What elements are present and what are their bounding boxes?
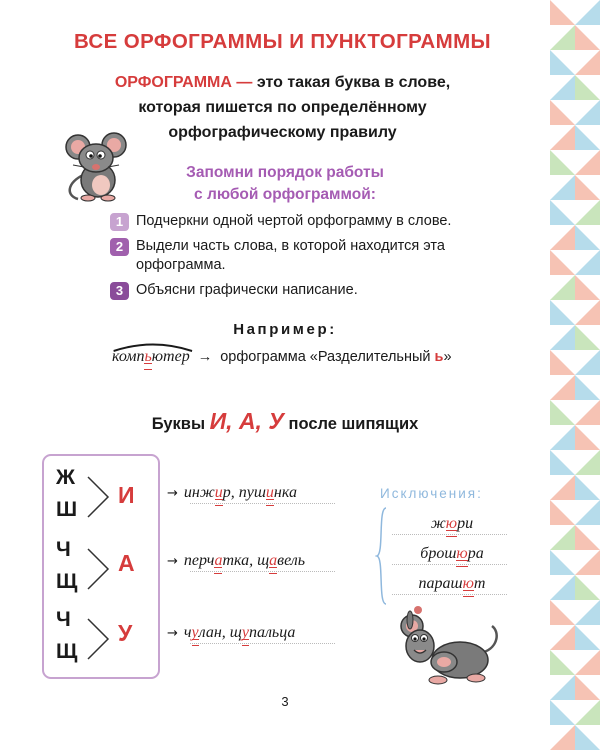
exceptions-title: Исключения: [380, 486, 483, 501]
stripe-triangle [575, 375, 600, 400]
divider [190, 503, 335, 504]
stripe-triangle [550, 625, 575, 650]
exception-word [392, 575, 512, 593]
example-words-row [167, 552, 305, 570]
list-item [110, 237, 490, 275]
stripe-triangle [575, 650, 600, 675]
word-part: пальца [248, 624, 296, 641]
stripe-triangle [575, 250, 600, 275]
arrow-icon: → [197, 349, 213, 365]
stripe-triangle [575, 675, 600, 700]
word-part: вель [277, 552, 306, 569]
word-part: ра [467, 545, 484, 562]
orthogram-letter: а [214, 552, 223, 569]
definition-line-3: орфографическому правилу [168, 124, 397, 141]
arrow-icon: → [167, 554, 178, 569]
stripe-triangle [550, 175, 575, 200]
remember-line-1: Запомни порядок работы [186, 164, 384, 181]
stripe-triangle [575, 200, 600, 225]
word-part: щ [257, 552, 270, 569]
steps-list [110, 212, 490, 306]
stripe-triangle [550, 200, 575, 225]
stripe-triangle [575, 50, 600, 75]
stripe-triangle [575, 125, 600, 150]
stripe-triangle [550, 150, 575, 175]
stripe-triangle [575, 575, 600, 600]
stripe-triangle [550, 225, 575, 250]
consonant-letter: Щ [56, 640, 78, 663]
stripe-triangle [550, 275, 575, 300]
example-word [112, 348, 194, 365]
stripe-triangle [575, 725, 600, 750]
triangle-stripe-decoration [550, 0, 600, 750]
orthogram-letter: ю [445, 515, 458, 532]
vowel-letter: У [118, 620, 133, 646]
stripe-triangle [575, 400, 600, 425]
exception-word [392, 515, 512, 533]
example-closing-quote: » [443, 349, 452, 365]
word-part: ж [430, 515, 446, 532]
consonant-letter: Ш [56, 498, 78, 521]
stripe-triangle [550, 475, 575, 500]
stripe-triangle [550, 250, 575, 275]
stripe-triangle [550, 600, 575, 625]
list-item [110, 281, 490, 300]
section-heading-suffix: после шипящих [288, 415, 419, 433]
orthogram-letter: у [191, 624, 199, 641]
definition [90, 70, 475, 145]
stripe-triangle [575, 175, 600, 200]
exception-word [392, 545, 512, 563]
orthogram-letter: а [269, 552, 278, 569]
stripe-triangle [575, 550, 600, 575]
stripe-triangle [575, 75, 600, 100]
word-part: параш [418, 575, 463, 592]
definition-term: ОРФОГРАММА — [114, 74, 253, 91]
stripe-triangle [575, 450, 600, 475]
stripe-triangle [575, 600, 600, 625]
orthogram-letter: у [241, 624, 249, 641]
stripe-triangle [575, 500, 600, 525]
stripe-triangle [575, 525, 600, 550]
orthogram-letter: и [265, 484, 274, 501]
divider [392, 564, 507, 565]
remember-heading [160, 162, 410, 206]
stripe-triangle [550, 0, 575, 25]
word-part: ч [183, 624, 192, 641]
stripe-triangle [550, 725, 575, 750]
chevron-icon [86, 474, 112, 520]
stripe-triangle [550, 500, 575, 525]
stripe-triangle [550, 350, 575, 375]
definition-line-2: которая пишется по определённому [138, 99, 427, 116]
stripe-triangle [575, 275, 600, 300]
mouse-illustration [398, 602, 502, 688]
stripe-triangle [575, 325, 600, 350]
stripe-triangle [550, 575, 575, 600]
consonant-letter: Ч [56, 538, 71, 561]
definition-line-1: это такая буква в слове, [256, 74, 451, 91]
orthogram-letter: и [214, 484, 223, 501]
vowel-letter: А [118, 550, 135, 576]
consonant-letter: Щ [56, 570, 78, 593]
word-part: ри [457, 515, 474, 532]
word-part: тка, [222, 552, 258, 569]
step-number-badge: 3 [110, 282, 129, 300]
stripe-triangle [550, 525, 575, 550]
exceptions-bracket [375, 506, 389, 606]
example-words-row [167, 624, 295, 642]
example-heading: Например: [233, 321, 337, 338]
remember-line-2: с любой орфограммой: [194, 186, 376, 203]
example-orthogram-letter: ь [144, 348, 152, 365]
orthogram-letter: ю [456, 545, 468, 562]
page-title: ВСЕ ОРФОГРАММЫ И ПУНКТОГРАММЫ [73, 30, 492, 53]
stripe-triangle [550, 125, 575, 150]
mouse-illustration [58, 125, 138, 205]
root-arc-mark [112, 342, 194, 352]
step-text: Выдели часть слова, в которой находится эта орфограмма. [136, 238, 445, 273]
divider [392, 534, 507, 535]
stripe-triangle [550, 100, 575, 125]
stripe-triangle [575, 625, 600, 650]
example-words-row [167, 484, 297, 502]
step-text: Подчеркни одной чертой орфограмму в слове. [136, 213, 452, 229]
page-number: 3 [281, 694, 289, 709]
stripe-triangle [575, 0, 600, 25]
example-word-part: комп [112, 348, 145, 365]
stripe-triangle [575, 350, 600, 375]
word-part: р, [222, 484, 239, 501]
step-number-badge: 2 [110, 238, 129, 256]
stripe-triangle [550, 375, 575, 400]
stripe-triangle [575, 300, 600, 325]
section-heading-letters: И, А, У [209, 408, 284, 434]
stripe-triangle [575, 700, 600, 725]
stripe-triangle [550, 650, 575, 675]
word-part: щ [229, 624, 242, 641]
word-part: нка [273, 484, 297, 501]
word-part: перч [183, 552, 215, 569]
arrow-icon: → [167, 626, 178, 641]
orthogram-letter: ю [462, 575, 474, 592]
word-part: пуш [238, 484, 266, 501]
divider [190, 571, 335, 572]
stripe-triangle [550, 450, 575, 475]
stripe-triangle [550, 550, 575, 575]
word-part: лан, [198, 624, 230, 641]
stripe-triangle [575, 100, 600, 125]
vowel-letter: И [118, 482, 135, 508]
section-heading-prefix: Буквы [151, 415, 206, 433]
word-part: брош [420, 545, 457, 562]
chevron-icon [86, 616, 112, 662]
step-text: Объясни графически написание. [136, 282, 358, 298]
list-item [110, 212, 490, 231]
chevron-icon [86, 546, 112, 592]
example-line [112, 348, 452, 366]
stripe-triangle [550, 75, 575, 100]
arrow-icon: → [167, 486, 178, 501]
example-word-part: ютер [151, 348, 190, 365]
stripe-triangle [575, 425, 600, 450]
divider [190, 643, 335, 644]
consonant-letter: Ч [56, 608, 71, 631]
stripe-triangle [575, 225, 600, 250]
example-soft-sign: ь [434, 349, 444, 365]
consonant-letter: Ж [56, 466, 75, 489]
divider [392, 594, 507, 595]
word-part: т [473, 575, 486, 592]
stripe-triangle [575, 150, 600, 175]
example-description: орфограмма «Разделительный [220, 349, 431, 365]
stripe-triangle [575, 25, 600, 50]
section-heading [0, 408, 570, 435]
step-number-badge: 1 [110, 213, 129, 231]
stripe-triangle [575, 475, 600, 500]
word-part: инж [183, 484, 215, 501]
